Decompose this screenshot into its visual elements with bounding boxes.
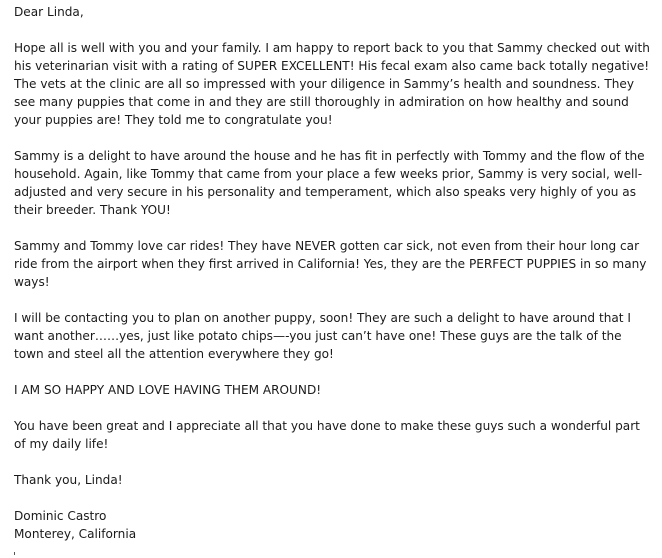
- paragraph-vet-report: Hope all is well with you and your family. I am happy to report back to you that Sammy checked out with his veterinarian visit with a rating of SUPER EXCELLENT! His fecal exam also came back totally negative! The vets at the clinic are all so impressed with your diligence in Sammy’s health and soundness. They see many puppies that come in and they are still thoroughly in admiration on how healthy and sound your puppies are! They told me to congratulate you!: [14, 41, 650, 127]
- closing: Thank you, Linda!: [14, 473, 123, 487]
- paragraph-another-puppy: I will be contacting you to plan on another puppy, soon! They are such a delight to have around that I want another……yes, just like potato chips—-you just can’t have one! These guys are the talk of the town and steel all the attention everywhere they go!: [14, 311, 631, 361]
- signature-location: Monterey, California: [14, 527, 137, 541]
- signature-name: Dominic Castro: [14, 509, 107, 523]
- text-cursor-mark: [14, 552, 15, 555]
- paragraph-happy: I AM SO HAPPY AND LOVE HAVING THEM AROUND!: [14, 383, 322, 397]
- salutation: Dear Linda,: [14, 5, 84, 19]
- paragraph-household: Sammy is a delight to have around the house and he has fit in perfectly with Tommy and the flow of the household. Again, like Tommy that came from your place a few weeks prior, Sammy is very social, well-adjusted and very secure in his personality and temperament, which also speaks very highly of you as their breeder. Thank YOU!: [14, 149, 645, 217]
- paragraph-car-rides: Sammy and Tommy love car rides! They have NEVER gotten car sick, not even from their hour long car ride from the airport when they first arrived in California! Yes, they are the PERFECT PUPPIES in so many ways!: [14, 239, 647, 289]
- paragraph-appreciation: You have been great and I appreciate all that you have done to make these guys such a wonderful part of my daily life!: [14, 419, 640, 451]
- letter-body: [14, 3, 654, 543]
